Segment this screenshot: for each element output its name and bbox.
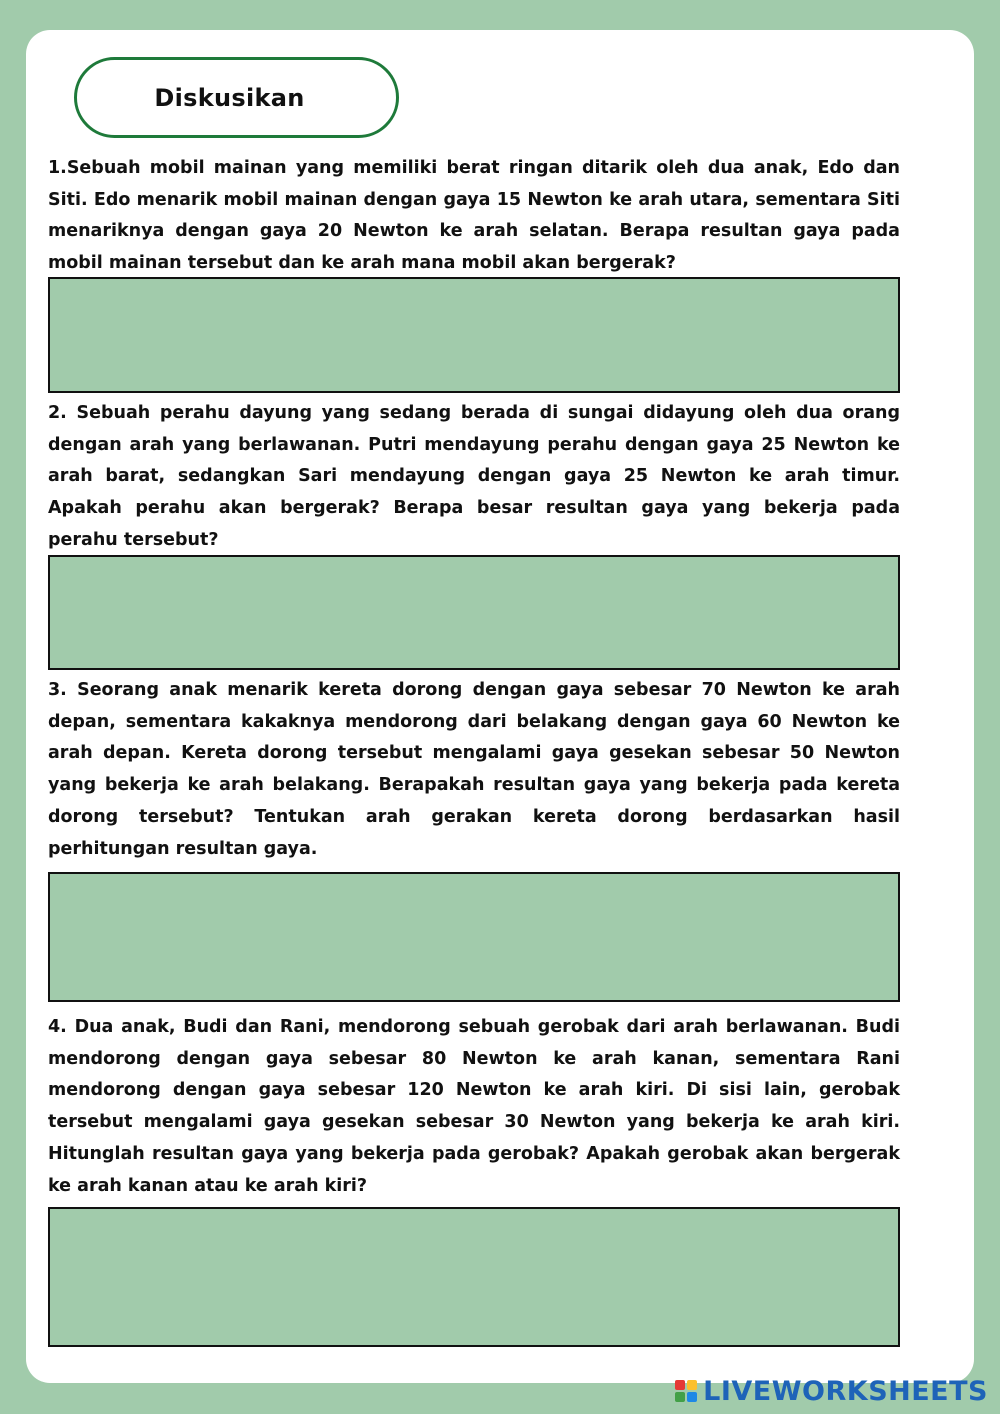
brand-name: LIVEWORKSHEETS — [703, 1375, 988, 1407]
liveworksheets-logo[interactable] — [675, 1374, 988, 1408]
question-2-text: 2. Sebuah perahu dayung yang sedang berada di sungai didayung oleh dua orang dengan arah yang berlawanan. Putri mendayung perahu dengan gaya 25 Newton ke arah barat, sedangkan Sari mendayung dengan gaya 25 Newton ke arah timur. Apakah perahu akan bergerak? Berapa besar resultan gaya yang bekerja pada perahu tersebut? — [48, 403, 900, 550]
answer-box-3[interactable] — [48, 872, 900, 1002]
answer-box-2[interactable] — [48, 555, 900, 670]
liveworksheets-logo-icon — [675, 1380, 697, 1402]
question-4-text: 4. Dua anak, Budi dan Rani, mendorong sebuah gerobak dari arah berlawanan. Budi mendorong dengan gaya sebesar 80 Newton ke arah kanan, sementara Rani mendorong dengan gaya sebesar 120 Newton ke arah kiri. Di sisi lain, gerobak tersebut mengalami gaya gesekan sebesar 30 Newton yang bekerja ke arah kiri. Hitunglah resultan gaya yang bekerja pada gerobak? Apakah gerobak akan bergerak ke arah kanan atau ke arah kiri? — [48, 1017, 900, 1196]
question-1-text: 1.Sebuah mobil mainan yang memiliki berat ringan ditarik oleh dua anak, Edo dan Siti. Edo menarik mobil mainan dengan gaya 15 Newton ke arah utara, sementara Siti menariknya dengan gaya 20 Newton ke arah selatan. Berapa resultan gaya pada mobil mainan tersebut dan ke arah mana mobil akan bergerak? — [48, 158, 900, 274]
page-title: Diskusikan — [154, 83, 305, 112]
answer-box-1[interactable] — [48, 277, 900, 393]
answer-box-4[interactable] — [48, 1207, 900, 1347]
title-pill — [74, 57, 399, 138]
question-3-text: 3. Seorang anak menarik kereta dorong dengan gaya sebesar 70 Newton ke arah depan, sementara kakaknya mendorong dari belakang dengan gaya 60 Newton ke arah depan. Kereta dorong tersebut mengalami gaya gesekan sebesar 50 Newton yang bekerja ke arah belakang. Berapakah resultan gaya yang bekerja pada kereta dorong tersebut? Tentukan arah gerakan kereta dorong berdasarkan hasil perhitungan resultan gaya. — [48, 680, 900, 859]
